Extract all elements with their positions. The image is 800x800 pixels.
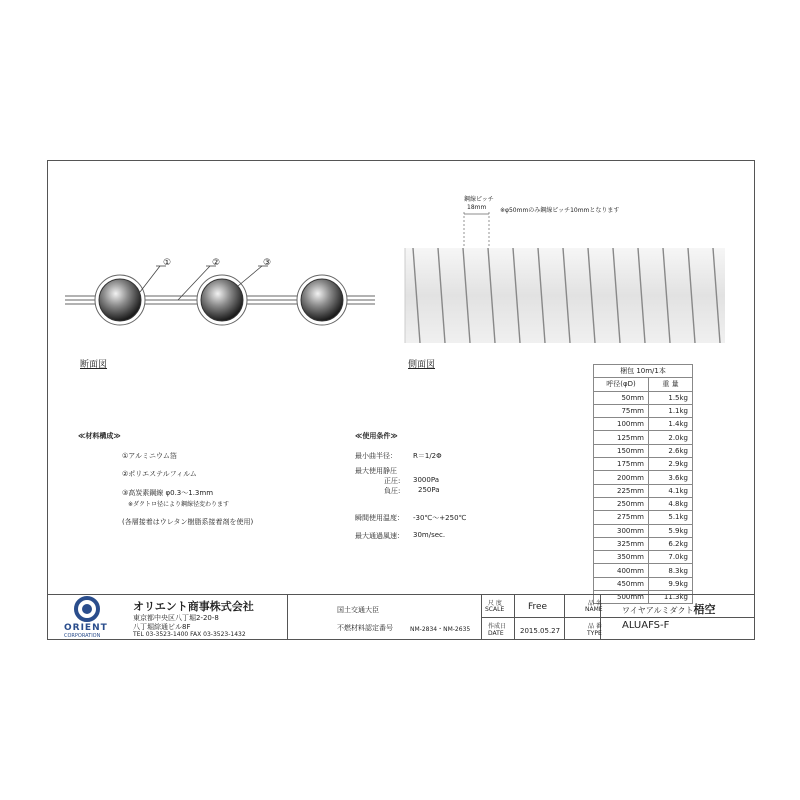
table-cell-weight: 6.2kg [649,537,693,550]
materials-heading: ≪材料構成≫ [78,432,121,440]
date-label-en: DATE [488,630,504,637]
logo-subtext: CORPORATION [64,633,101,639]
material-2: ②ポリエステルフィルム [122,470,197,478]
table-cell-weight: 3.6kg [649,471,693,484]
company-address-2: 八丁堀綜通ビル8F [133,623,191,631]
cert-label: 不燃材料認定番号 [337,624,393,632]
material-note-2: (各層接着はウレタン樹脂系接着剤を使用) [122,518,254,526]
positive-value: 3000Pa [413,476,440,484]
table-cell-weight: 5.1kg [649,511,693,524]
table-cell-weight: 11.3kg [649,591,693,604]
name-label-en: NAME [585,606,603,613]
date-value: 2015.05.27 [520,627,561,635]
pitch-label: 鋼線ピッチ [464,196,494,203]
name-label-jp: 品 名 [588,600,602,607]
pitch-value: 18mm [467,204,487,211]
marker-1: ① [163,258,172,268]
negative-label: 負圧: [384,487,401,495]
table-cell-size: 500mm [594,591,649,604]
table-row [594,577,693,590]
table-row [594,418,693,431]
product-type: ALUAFS-F [622,620,670,631]
scale-label-en: SCALE [485,606,505,613]
table-cell-size: 275mm [594,511,649,524]
table-row [594,471,693,484]
table-cell-weight: 2.0kg [649,431,693,444]
side-view-drawing [405,212,725,343]
table-cell-size: 100mm [594,418,649,431]
table-row [594,497,693,510]
table-cell-size: 50mm [594,391,649,404]
temp-value: -30℃～+250℃ [413,514,467,522]
table-cell-size: 200mm [594,471,649,484]
table-row [594,564,693,577]
min-bend-label: 最小曲半径： [355,452,397,460]
table-row [594,524,693,537]
weight-table-col2: 重 量 [649,378,693,391]
company-tel: TEL 03-3523-1400 FAX 03-3523-1432 [133,631,246,638]
company-address-1: 東京都中央区八丁堀2-20-8 [133,614,219,622]
velocity-value: 30m/sec. [413,531,446,539]
cert-value: NM-2834・NM-2635 [410,626,471,633]
type-label-jp: 品 番 [588,623,602,630]
table-row [594,404,693,417]
min-bend-value: R＝1/2Φ [413,452,442,460]
table-row [594,511,693,524]
weight-table [593,364,693,604]
weight-table-col1: 呼径(φD) [594,378,649,391]
side-view-title: 側面図 [408,360,436,370]
table-cell-size: 75mm [594,404,649,417]
table-row [594,551,693,564]
table-row [594,458,693,471]
table-row [594,391,693,404]
product-name-strong: 梧空 [693,603,716,616]
scale-label-jp: 尺 度 [488,600,502,607]
material-note-1: ※ダクトロ径により鋼線径変わります [128,501,230,508]
table-row [594,484,693,497]
material-1: ①アルミニウム箔 [122,452,177,460]
table-cell-size: 350mm [594,551,649,564]
table-cell-size: 250mm [594,497,649,510]
table-cell-size: 300mm [594,524,649,537]
table-cell-size: 225mm [594,484,649,497]
table-cell-weight: 1.5kg [649,391,693,404]
product-name-prefix: ワイヤアルミダクト [622,606,694,615]
table-cell-weight: 4.1kg [649,484,693,497]
marker-3: ③ [263,258,272,268]
ministry-label: 国土交通大臣 [337,606,379,614]
table-row [594,537,693,550]
table-cell-size: 150mm [594,444,649,457]
date-label-jp: 作成日 [488,623,507,630]
table-cell-weight: 5.9kg [649,524,693,537]
table-cell-size: 125mm [594,431,649,444]
positive-label: 正圧: [384,477,401,485]
temp-label: 瞬間使用温度： [355,514,404,522]
negative-value: 250Pa [418,486,440,494]
table-cell-weight: 1.4kg [649,418,693,431]
table-row [594,444,693,457]
max-static-label: 最大使用静圧 [355,467,397,475]
section-view-title: 断面図 [80,360,108,370]
velocity-label: 最大通過風速： [355,532,404,540]
table-cell-size: 325mm [594,537,649,550]
table-cell-weight: 2.9kg [649,458,693,471]
company-name: オリエント商事株式会社 [133,600,254,613]
pitch-note: ※φ50mmのみ鋼線ピッチ10mmとなります [500,207,620,214]
marker-2: ② [212,258,221,268]
table-cell-weight: 1.1kg [649,404,693,417]
product-name [622,601,715,617]
table-cell-size: 175mm [594,458,649,471]
table-cell-weight: 9.9kg [649,577,693,590]
logo-text: ORIENT [64,623,108,633]
table-cell-weight: 4.8kg [649,497,693,510]
table-cell-weight: 2.6kg [649,444,693,457]
table-cell-weight: 8.3kg [649,564,693,577]
table-cell-size: 450mm [594,577,649,590]
conditions-heading: ≪使用条件≫ [355,432,398,440]
table-row [594,431,693,444]
table-cell-size: 400mm [594,564,649,577]
weight-table-title: 梱包 10m/1本 [594,365,693,378]
section-view-drawing [65,266,375,325]
table-cell-weight: 7.0kg [649,551,693,564]
scale-value: Free [528,602,548,612]
type-label-en: TYPE [587,630,602,637]
material-3: ③高炭素鋼線 φ0.3～1.3mm [122,489,214,497]
